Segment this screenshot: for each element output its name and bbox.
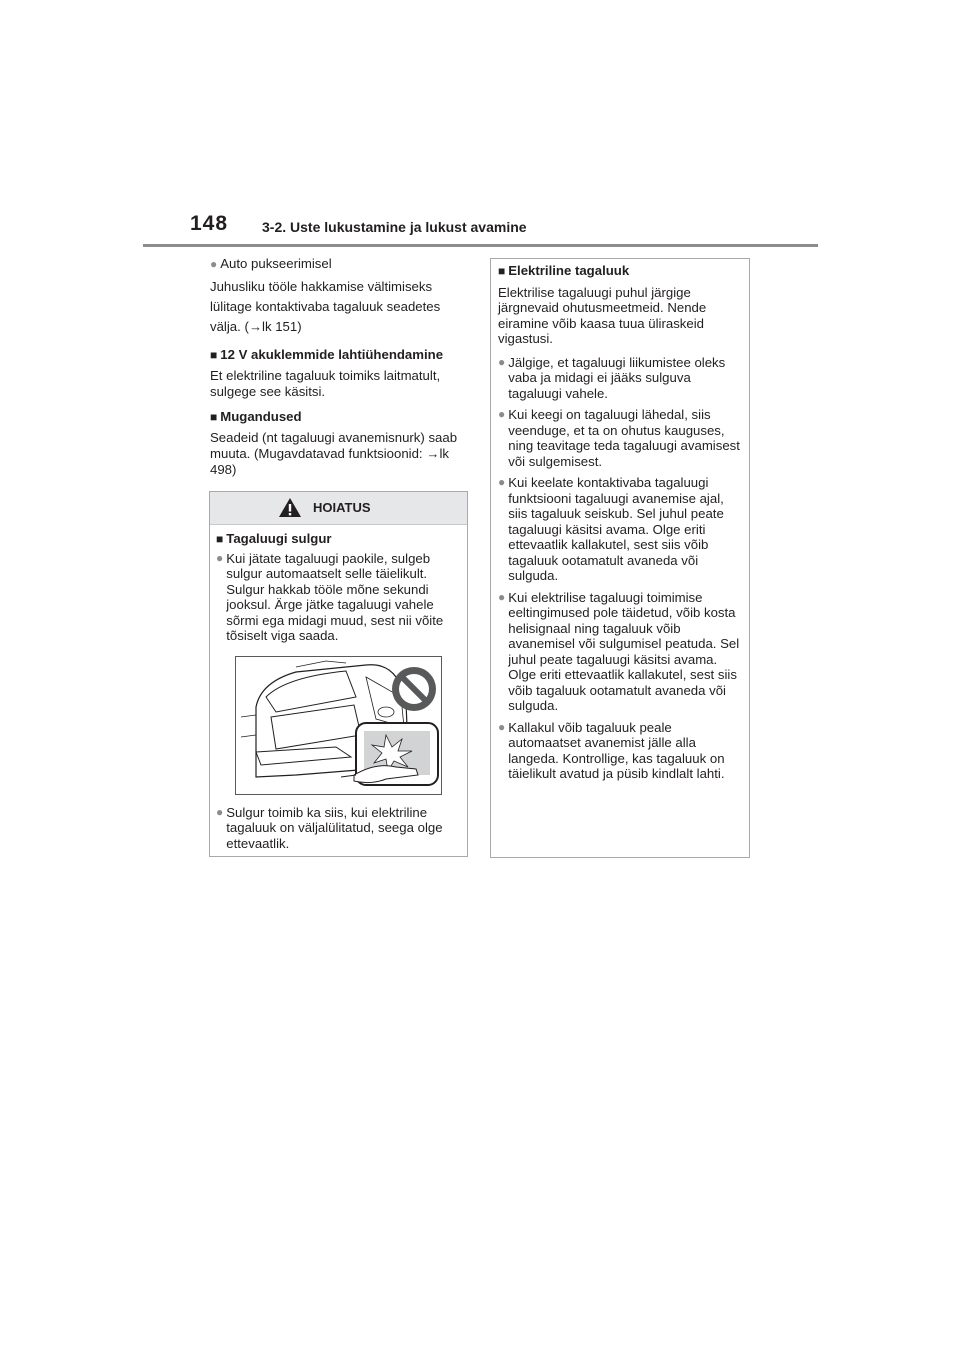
bullet-dot-icon: ● bbox=[498, 589, 506, 604]
warning-bullet bbox=[216, 805, 461, 852]
warning-header bbox=[210, 492, 467, 525]
item1-body-line: välja. (→lk 151) bbox=[210, 319, 302, 334]
section3-body: Seadeid (nt tagaluugi avanemisnurk) saab muuta. (Mugavdatavad funktsioonid: →lk 498) bbox=[210, 430, 458, 477]
item1-heading-row bbox=[210, 256, 472, 272]
page-number: 148 bbox=[190, 212, 229, 235]
right-heading: Elektriline tagaluuk bbox=[508, 263, 630, 278]
square-bullet-icon: ■ bbox=[216, 532, 224, 546]
right-bullet bbox=[498, 590, 743, 714]
right-bullet bbox=[498, 720, 743, 782]
right-heading-row bbox=[498, 263, 743, 280]
bullet-dot-icon: ● bbox=[216, 804, 224, 819]
square-bullet-icon: ■ bbox=[498, 264, 506, 278]
warning-section-heading-row bbox=[216, 531, 461, 548]
warning-triangle-icon bbox=[278, 497, 302, 518]
bullet-dot-icon: ● bbox=[216, 550, 224, 565]
bullet-dot-icon: ● bbox=[498, 407, 506, 421]
right-bullet bbox=[498, 475, 743, 584]
right-bullet-text: Kallakul võib tagaluuk peale automaatset avanemist jälle alla langeda. Kontrollige, kas tagaluuk on täielikult avatud ja püsib kindlalt lahti. bbox=[508, 719, 725, 781]
warning-bullet-text: Sulgur toimib ka siis, kui elektriline tagaluuk on väljalülitatud, seega olge ettevaatlik. bbox=[226, 804, 443, 851]
section2-body: Et elektriline tagaluuk toimiks laitmatult, sulgege see käsitsi. bbox=[210, 368, 441, 399]
tailgate-hand-caught-illustration bbox=[236, 657, 441, 794]
power-tailgate-box bbox=[490, 258, 750, 858]
right-bullet-text: Kui keelate kontaktivaba tagaluugi funktsiooni tagaluugi avanemise ajal, siis tagaluuk seiskub. Sel juhul peate tagaluugi käsitsi avama. Olge eriti ettevaatlik kallakutel, sest siis võib tagaluuk ootamatult avaneda või sulguda. bbox=[508, 475, 724, 583]
square-bullet-icon: ■ bbox=[210, 410, 218, 424]
right-bullet-text: Kui elektrilise tagaluugi toimimise eeltingimused pole täidetud, võib kosta helisignaal ning tagaluuk võib avanemisel või sulgumisel peatuda. Sel juhul peate tagaluugi käsitsi avama. Olge eriti ettevaatlik kallakutel, sest siis võib tagaluuk ootamatult avaneda või sulguda. bbox=[508, 589, 740, 713]
warning-title: HOIATUS bbox=[313, 500, 371, 515]
square-bullet-icon: ■ bbox=[210, 348, 218, 362]
header-rule bbox=[143, 244, 818, 247]
right-bullet-text: Kui keegi on tagaluugi lähedal, siis veenduge, et ta on ohutus kauguses, ning teavitage teda tagaluugi avamisest või sulgemisest. bbox=[508, 407, 740, 469]
section2-heading-row bbox=[210, 347, 472, 363]
item1-body-line: Juhusliku tööle hakkamise vältimiseks bbox=[210, 279, 433, 294]
section3-heading-row bbox=[210, 409, 472, 425]
warning-section-heading: Tagaluugi sulgur bbox=[226, 531, 332, 546]
right-bullet bbox=[498, 407, 743, 469]
left-column bbox=[210, 256, 472, 478]
section3-heading: Mugandused bbox=[220, 409, 302, 424]
warning-bullet bbox=[216, 551, 461, 644]
section2-heading: 12 V akuklemmide lahtiühendamine bbox=[220, 347, 444, 362]
item1-heading: Auto pukseerimisel bbox=[220, 256, 332, 271]
warning-content bbox=[210, 525, 467, 851]
right-bullet bbox=[498, 355, 743, 402]
warning-box bbox=[209, 491, 468, 857]
right-bullet-text: Jälgige, et tagaluugi liikumistee oleks vaba ja midagi ei jääks sulguva tagaluugi vahele. bbox=[508, 354, 726, 401]
bullet-dot-icon: ● bbox=[498, 719, 506, 734]
section-title: 3-2. Uste lukustamine ja lukust avamine bbox=[262, 219, 527, 235]
warning-bullet-text: Kui jätate tagaluugi paokile, sulgeb sulgur automaatselt selle täielikult. Sulgur hakkab tööle mõne sekundi jooksul. Ärge jätke tagaluugi vahele sõrmi ega midagi muud, sest nii võite tõsiselt viga saada. bbox=[226, 550, 444, 643]
item1-body-line: lülitage kontaktivaba tagaluuk seadetes bbox=[210, 299, 441, 314]
right-intro: Elektrilise tagaluugi puhul järgige järgnevaid ohutusmeetmeid. Nende eiramine võib kaasa tuua üliraskeid vigastusi. bbox=[498, 284, 707, 346]
tailgate-illustration bbox=[235, 656, 442, 795]
bullet-dot-icon: ● bbox=[210, 257, 218, 271]
bullet-dot-icon: ● bbox=[498, 475, 506, 489]
bullet-dot-icon: ● bbox=[498, 354, 506, 369]
